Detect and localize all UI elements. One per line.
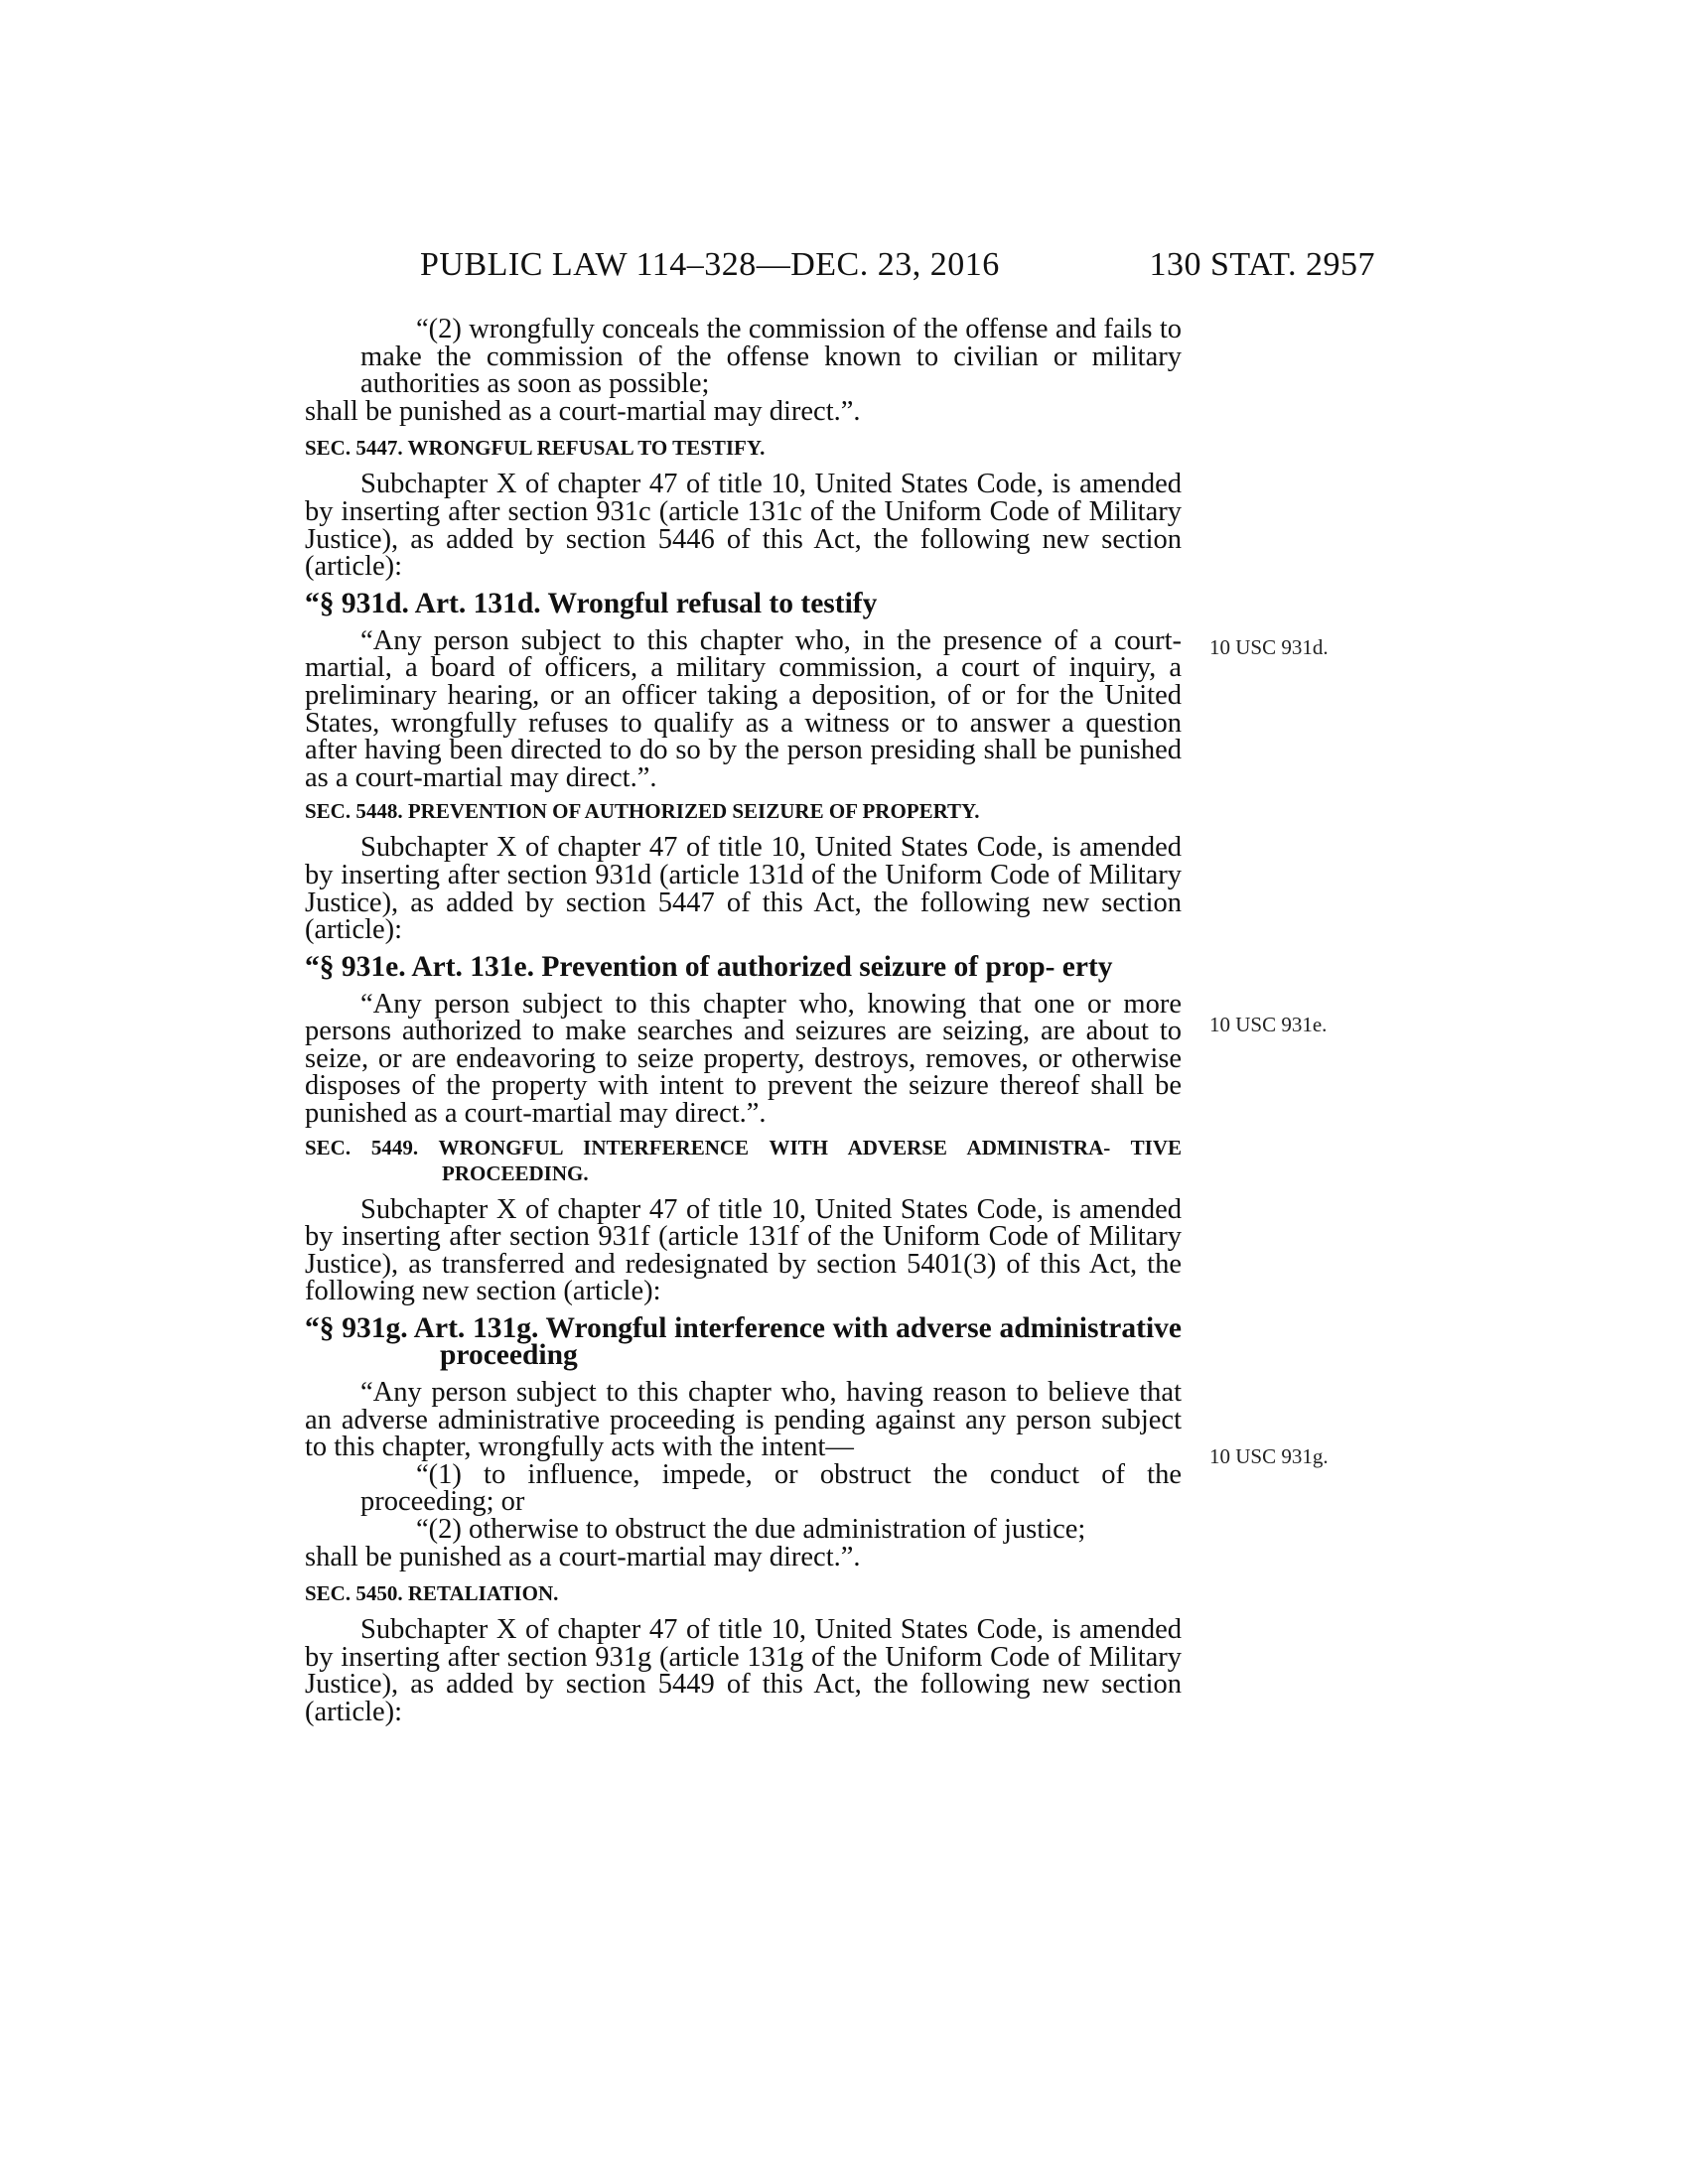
article-text-931d: “Any person subject to this chapter who, in the presence of a court-martial, a board of officers, a military commission, a court of inquiry, a preliminary hearing, or an officer taking a deposition, of or for the United States, wrongfully refuses to qualify as a witness or to answer a question after having been directed to do so by the person presiding shall be punished as a court-martial may direct.”. [305, 624, 1182, 793]
section-text-5448: Subchapter X of chapter 47 of title 10, United States Code, is amended by inserting after section 931d (article 131d of the Uniform Code of Military Justice), as added by section 5447 of this Act, the following new section (article): [305, 832, 1182, 946]
paragraph-item-2: “(2) wrongfully conceals the commission of the offense and fails to make the commission of the offense known to civilian or military authorities as soon as possible; [360, 314, 1182, 400]
article-931g-item-1: “(1) to influence, impede, or obstruct the conduct of the proceeding; or [360, 1458, 1182, 1518]
article-931g-item-2: “(2) otherwise to obstruct the due administration of justice; [416, 1514, 1086, 1545]
section-heading-5447: SEC. 5447. WRONGFUL REFUSAL TO TESTIFY. [305, 436, 766, 461]
header-title: PUBLIC LAW 114–328—DEC. 23, 2016 [420, 246, 1000, 283]
sidenote-10-usc-931g: 10 USC 931g. [1209, 1444, 1329, 1468]
page-header [420, 246, 1375, 296]
sidenote-10-usc-931d: 10 USC 931d. [1209, 635, 1329, 659]
section-heading-5449: SEC. 5449. WRONGFUL INTERFERENCE WITH ADVERSE ADMINISTRA- TIVE PROCEEDING. [305, 1135, 1182, 1185]
paragraph-closing: shall be punished as a court-martial may direct.”. [305, 395, 861, 427]
article-heading-931e: “§ 931e. Art. 131e. Prevention of authorized seizure of prop- erty [305, 950, 1113, 983]
section-text-5447: Subchapter X of chapter 47 of title 10, United States Code, is amended by inserting after section 931c (article 131c of the Uniform Code of Military Justice), as added by section 5446 of this Act, the following new section (article): [305, 469, 1182, 583]
section-heading-5448: SEC. 5448. PREVENTION OF AUTHORIZED SEIZURE OF PROPERTY. [305, 799, 980, 824]
article-text-931e: “Any person subject to this chapter who, knowing that one or more persons authorized to make searches and seizures are seizing, are about to seize, or are endeavoring to seize property, destroys, removes, or otherwise disposes of the property with intent to prevent the seizure thereof shall be punished as a court-martial may direct.”. [305, 988, 1182, 1130]
statute-page-number: 130 STAT. 2957 [1149, 246, 1375, 283]
section-text-5449: Subchapter X of chapter 47 of title 10, United States Code, is amended by inserting after section 931f (article 131f of the Uniform Code of Military Justice), as transferred and redesignated by section 5401(3) of this Act, the following new section (article): [305, 1193, 1182, 1307]
section-text-5450: Subchapter X of chapter 47 of title 10, United States Code, is amended by inserting after section 931g (article 131g of the Uniform Code of Military Justice), as added by section 5449 of this Act, the following new section (article): [305, 1614, 1182, 1727]
article-heading-931d: “§ 931d. Art. 131d. Wrongful refusal to testify [305, 587, 878, 619]
section-heading-5450: SEC. 5450. RETALIATION. [305, 1581, 559, 1606]
sidenote-10-usc-931e: 10 USC 931e. [1209, 1013, 1328, 1036]
article-text-931g-intro: “Any person subject to this chapter who, having reason to believe that an adverse administrative proceeding is pending against any person subject to this chapter, wrongfully acts with the intent— [305, 1377, 1182, 1463]
article-heading-931g: “§ 931g. Art. 131g. Wrongful interference with adverse administrative proceeding [305, 1312, 1182, 1372]
document-body [305, 316, 1182, 1733]
article-931g-closing: shall be punished as a court-martial may direct.”. [305, 1541, 861, 1572]
